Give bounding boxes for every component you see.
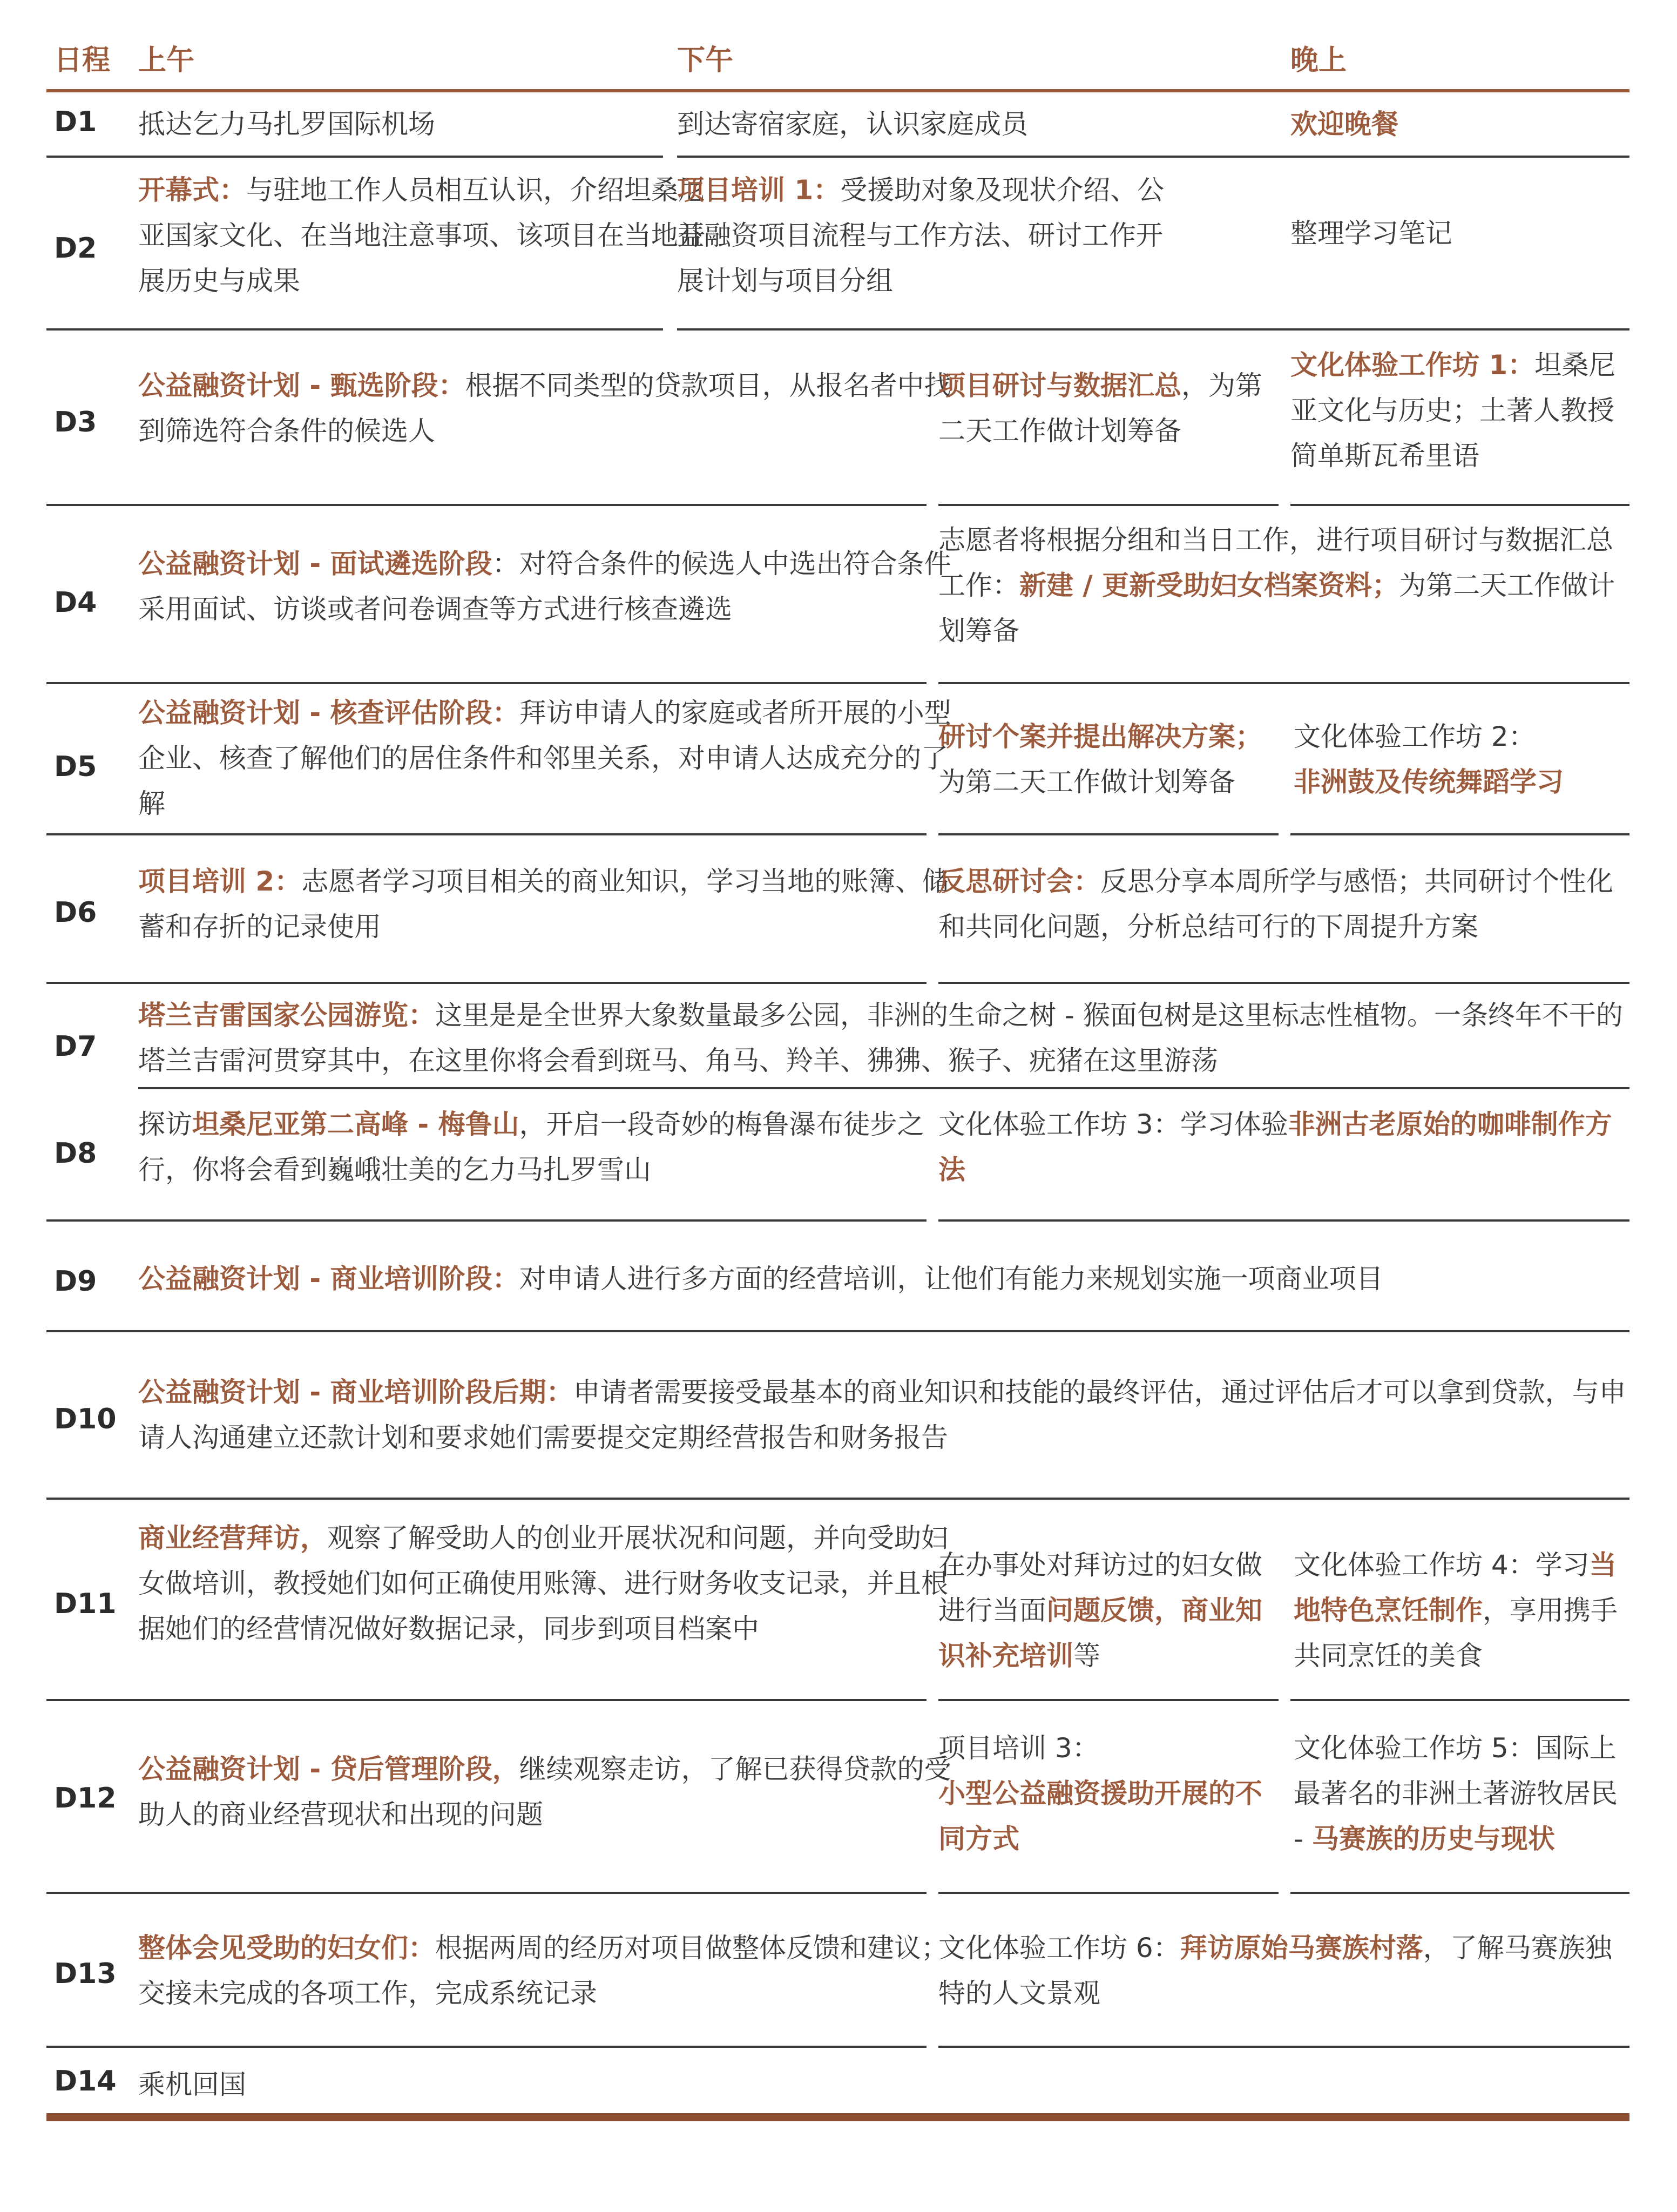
row-divider xyxy=(1290,1699,1629,1701)
body-text: 乘机回国 xyxy=(138,2069,246,2100)
cell-d4-afternoon-evening xyxy=(938,517,1629,653)
day-label-d8: D8 xyxy=(54,1137,97,1170)
highlight-text: 马赛族的历史与现状 xyxy=(1311,1823,1555,1854)
row-divider xyxy=(938,504,1279,506)
cell-d4-morning xyxy=(138,541,970,632)
body-text: 文化体验工作坊 4：学习 xyxy=(1294,1549,1590,1581)
row-divider xyxy=(1290,1892,1629,1894)
body-text: 这里是是全世界大象数量最多公园，非洲的生命之树 - 猴面包树是这里标志性植物。一条终年不干的塔兰吉雷河贯穿其中，在这里你将会看到斑马、角马、羚羊、狒狒、猴子、疣猪在这里游荡 xyxy=(138,1000,1623,1076)
day-label-d14: D14 xyxy=(54,2065,117,2098)
row-divider xyxy=(938,982,1629,984)
body-text: 根据两周的经历对项目做整体反馈和建议；交接未完成的各项工作，完成系统记录 xyxy=(138,1932,948,2009)
highlight-text: 新建 / 更新受助妇女档案资料； xyxy=(1019,570,1399,601)
body-text: 观察了解受助人的创业开展状况和问题，并向受助妇女做培训，教授她们如何正确使用账簿、进行财务收支记录，并且根据她们的经营情况做好数据记录，同步到项目档案中 xyxy=(138,1522,948,1644)
cell-d9-full xyxy=(138,1256,1629,1301)
body-text: 拜访申请人的家庭或者所开展的小型企业、核查了解他们的居住条件和邻里关系，对申请人达成充分的了解 xyxy=(138,697,951,819)
row-divider xyxy=(46,833,927,835)
cell-d2-evening xyxy=(1290,211,1629,256)
body-text: 文化体验工作坊 3：学习体验 xyxy=(938,1109,1288,1140)
body-text: 申请者需要接受最基本的商业知识和技能的最终评估，通过评估后才可以拿到贷款，与申请人沟通建立还款计划和要求她们需要提交定期经营报告和财务报告 xyxy=(138,1377,1626,1453)
row-divider xyxy=(1290,156,1629,158)
cell-d11-afternoon xyxy=(938,1542,1284,1678)
cell-d11-evening xyxy=(1294,1542,1629,1678)
day-label-d3: D3 xyxy=(54,406,97,439)
cell-d2-afternoon xyxy=(677,167,1179,304)
body-text: 抵达乞力马扎罗国际机场 xyxy=(138,109,435,140)
row-divider xyxy=(46,1498,1629,1500)
highlight-text: 项目研讨与数据汇总 xyxy=(938,370,1181,401)
highlight-text: 问题反馈，商业知识补充培训 xyxy=(938,1595,1262,1671)
cell-d11-morning xyxy=(138,1515,970,1651)
body-text: 继续观察走访，了解已获得贷款的受助人的商业经营现状和出现的问题 xyxy=(138,1754,951,1830)
day-label-d7: D7 xyxy=(54,1030,97,1063)
day-label-d6: D6 xyxy=(54,896,97,929)
cell-d5-morning xyxy=(138,690,970,826)
row-divider xyxy=(46,682,927,684)
cell-line: 小型公益融资援助开展的不同方式 xyxy=(938,1778,1262,1854)
day-label-d10: D10 xyxy=(54,1403,117,1435)
body-text: 志愿者将根据分组和当日工作，进行项目研讨与数据汇总工作： xyxy=(938,524,1613,601)
highlight-text: 公益融资计划 - 商业培训阶段： xyxy=(138,1263,519,1294)
body-text: 志愿者学习项目相关的商业知识，学习当地的账簿、储蓄和存折的记录使用 xyxy=(138,866,950,942)
header-evening: 晚上 xyxy=(1290,44,1347,77)
highlight-text: 商业经营拜访， xyxy=(138,1522,327,1554)
body-text: 文化体验工作坊 5：国际上最著名的非洲土著游牧居民 - xyxy=(1294,1732,1618,1854)
body-text: ，了解马赛族独特的人文景观 xyxy=(938,1932,1612,2009)
row-divider xyxy=(46,2046,927,2048)
header-afternoon: 下午 xyxy=(677,44,734,77)
cell-d10-full xyxy=(138,1370,1629,1460)
cell-d3-afternoon xyxy=(938,363,1284,454)
body-text: ：对符合条件的候选人中选出符合条件采用面试、访谈或者问卷调查等方式进行核查遴选 xyxy=(138,548,951,625)
highlight-text: 当地特色烹饪制作 xyxy=(1294,1549,1617,1626)
body-text: 整理学习笔记 xyxy=(1290,218,1452,249)
row-divider xyxy=(46,982,927,984)
body-text: ，开启一段奇妙的梅鲁瀑布徒步之行，你将会看到巍峨壮美的乞力马扎罗雪山 xyxy=(138,1109,924,1185)
day-label-d5: D5 xyxy=(54,751,97,783)
row-divider xyxy=(1290,833,1629,835)
body-text: ，享用携手共同烹饪的美食 xyxy=(1294,1595,1618,1671)
row-divider xyxy=(938,1699,1279,1701)
row-divider xyxy=(1290,328,1629,331)
row-divider xyxy=(46,504,927,506)
row-divider xyxy=(46,1699,927,1701)
highlight-text: 公益融资计划 - 贷后管理阶段， xyxy=(138,1754,519,1785)
cell-d1-morning xyxy=(138,102,721,147)
body-text: 到达寄宿家庭，认识家庭成员 xyxy=(677,109,1028,140)
body-text: 与驻地工作人员相互认识，介绍坦桑尼亚国家文化、在当地注意事项、该项目在当地开展历史与成果 xyxy=(138,174,705,296)
body-text: 反思分享本周所学与感悟；共同研讨个性化和共同化问题，分析总结可行的下周提升方案 xyxy=(938,866,1613,942)
row-divider xyxy=(938,1892,1279,1894)
table-bottom-bar xyxy=(46,2113,1629,2121)
day-label-d9: D9 xyxy=(54,1265,97,1298)
header-morning: 上午 xyxy=(138,44,195,77)
row-divider xyxy=(46,1330,1629,1332)
body-text: 受援助对象及现状介绍、公益融资项目流程与工作方法、研讨工作开展计划与项目分组 xyxy=(677,174,1165,296)
cell-d8-afternoon-evening xyxy=(938,1102,1629,1192)
body-text: 为第二天工作做计划筹备 xyxy=(938,766,1235,798)
highlight-text: 项目培训 2： xyxy=(138,866,302,897)
body-text: 探访 xyxy=(138,1109,192,1140)
cell-d12-morning xyxy=(138,1746,970,1837)
body-text: 根据不同类型的贷款项目，从报名者中找到筛选符合条件的候选人 xyxy=(138,370,951,447)
cell-d12-evening xyxy=(1294,1725,1629,1862)
day-label-d2: D2 xyxy=(54,232,97,265)
highlight-text: 文化体验工作坊 1： xyxy=(1290,349,1535,381)
cell-d2-morning xyxy=(138,167,721,304)
body-text: 为第二天工作做计划筹备 xyxy=(938,570,1615,646)
highlight-text: 非洲古老原始的咖啡制作方法 xyxy=(938,1109,1612,1185)
highlight-text: 公益融资计划 - 面试遴选阶段 xyxy=(138,548,492,579)
row-divider xyxy=(46,328,663,331)
cell-d3-morning xyxy=(138,363,970,454)
highlight-text: 公益融资计划 - 核查评估阶段： xyxy=(138,697,519,729)
cell-d8-morning xyxy=(138,1102,970,1192)
cell-line: 文化体验工作坊 2： xyxy=(1294,721,1536,752)
day-label-d4: D4 xyxy=(54,586,97,619)
body-text: 文化体验工作坊 6： xyxy=(938,1932,1180,1964)
cell-d12-afternoon-lines xyxy=(938,1725,1284,1862)
cell-d13-morning xyxy=(138,1925,970,2016)
cell-d13-afternoon-evening xyxy=(938,1925,1629,2016)
highlight-text: 开幕式： xyxy=(138,174,246,206)
highlight-text: 坦桑尼亚第二高峰 - 梅鲁山 xyxy=(192,1109,519,1140)
row-divider xyxy=(677,328,1290,331)
highlight-text: 研讨个案并提出解决方案； xyxy=(938,721,1262,752)
row-divider xyxy=(46,156,663,158)
highlight-text: 公益融资计划 - 甄选阶段： xyxy=(138,370,465,401)
cell-d6-afternoon-evening xyxy=(938,859,1629,949)
cell-d5-afternoon xyxy=(938,714,1284,805)
cell-line: 项目培训 3： xyxy=(938,1732,1099,1764)
row-divider xyxy=(138,1087,1629,1089)
day-label-d12: D12 xyxy=(54,1782,117,1815)
highlight-text: 整体会见受助的妇女们： xyxy=(138,1932,435,1964)
body-text: 对申请人进行多方面的经营培训，让他们有能力来规划实施一项商业项目 xyxy=(519,1263,1383,1294)
cell-d14-morning xyxy=(138,2062,721,2107)
cell-d3-evening xyxy=(1290,342,1629,478)
cell-d5-evening-lines xyxy=(1294,714,1629,805)
body-text: ，为第二天工作做计划筹备 xyxy=(938,370,1262,447)
row-divider xyxy=(938,2046,1629,2048)
header-divider xyxy=(46,89,1629,92)
header-day: 日程 xyxy=(54,44,111,77)
body-text: 等 xyxy=(1073,1640,1100,1671)
highlight-text: 拜访原始马赛族村落 xyxy=(1180,1932,1423,1964)
cell-d1-evening xyxy=(1290,102,1629,147)
row-divider xyxy=(46,1892,927,1894)
body-text: 在办事处对拜访过的妇女做进行当面 xyxy=(938,1549,1262,1626)
schedule-table xyxy=(46,0,1629,2212)
highlight-text: 反思研讨会： xyxy=(938,866,1100,897)
highlight-text: 公益融资计划 - 商业培训阶段后期： xyxy=(138,1377,573,1408)
body-text: 坦桑尼亚文化与历史；土著人教授简单斯瓦希里语 xyxy=(1290,349,1616,471)
highlight-text: 塔兰吉雷国家公园游览： xyxy=(138,1000,435,1031)
row-divider xyxy=(938,833,1279,835)
cell-d7-full xyxy=(138,993,1629,1083)
highlight-text: 项目培训 1： xyxy=(677,174,841,206)
row-divider xyxy=(46,1219,927,1222)
row-divider xyxy=(938,1219,1629,1222)
day-label-d13: D13 xyxy=(54,1958,117,1990)
cell-d1-afternoon xyxy=(677,102,1179,147)
row-divider xyxy=(938,682,1629,684)
row-divider xyxy=(677,156,1290,158)
row-divider xyxy=(1290,504,1629,506)
day-label-d1: D1 xyxy=(54,106,97,138)
cell-d6-morning xyxy=(138,859,970,949)
day-label-d11: D11 xyxy=(54,1588,117,1620)
highlight-text: 欢迎晚餐 xyxy=(1290,109,1398,140)
cell-line: 非洲鼓及传统舞蹈学习 xyxy=(1294,766,1564,798)
